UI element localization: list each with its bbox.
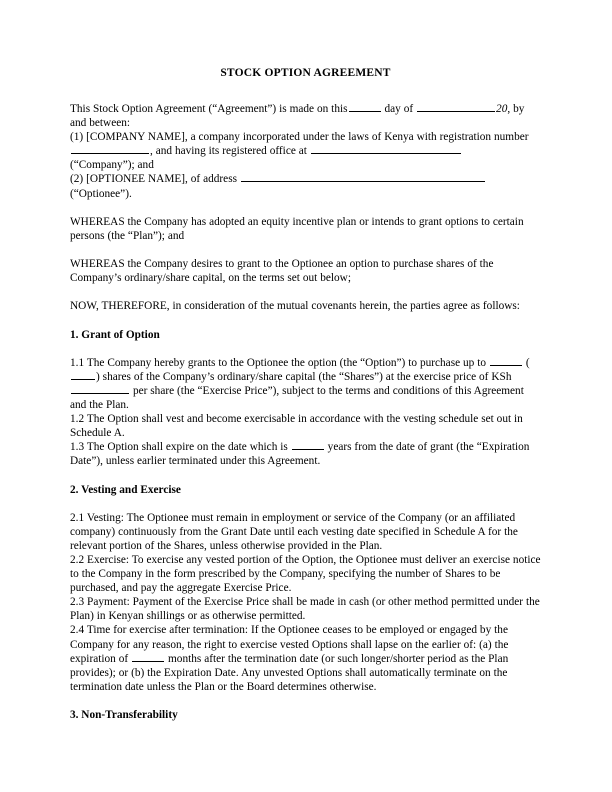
registration-number-blank[interactable] [71,144,149,154]
preamble-text-close: , by and between: [70,103,525,130]
clause-2-2: 2.2 Exercise: To exercise any vested portion of the Option, the Optionee must deliver an exercise notice to the Company in the form prescribed by the Company, specifying the number of Shares to be purchased, and pay the aggregate Exercise Price. [70,554,541,595]
clause-2-3: 2.3 Payment: Payment of the Exercise Price shall be made in cash (or other method permitted under the Plan) in Kenyan shillings or as otherwise permitted. [70,596,540,623]
share-count-words-blank[interactable] [71,370,95,380]
date-month-blank[interactable] [417,102,495,112]
date-day-blank[interactable] [349,102,381,112]
clause-2-4 [70,623,541,693]
recital-one: WHEREAS the Company has adopted an equity incentive plan or intends to grant options to certain persons (the “Plan”); and [70,215,524,242]
registered-office-blank[interactable] [311,144,461,154]
section-heading-grant-of-option: 1. Grant of Option [70,328,160,341]
clause-1-2: 1.2 The Option shall vest and become exercisable in accordance with the vesting schedule set out in Schedule A. [70,413,523,440]
clause-1-1 [70,356,541,412]
party-one-paragraph [70,130,541,158]
recital-three: NOW, THEREFORE, in consideration of the mutual covenants herein, the parties agree as follows: [70,300,520,313]
preamble-text-day: day of [384,103,414,115]
party-two-paragraph [70,172,541,200]
spacer [70,694,541,708]
section-heading-non-transferability: 3. Non-Transferability [70,709,178,722]
page-title: STOCK OPTION AGREEMENT [220,67,391,79]
clause-1-1-paren-open: ( [525,356,530,369]
clause-1-3-text-b: years from the date of grant (the “Expiration Date”), unless earlier terminated under this Agreement. [70,441,530,468]
clause-2-1: 2.1 Vesting: The Optionee must remain in employment or service of the Company (or an affiliated company) continuously from the Grant Date until each vesting date specified in Schedule A for the relevant portion of the Shares, unless otherwise provided in the Plan. [70,511,518,552]
clause-2-4-text-a: 2.4 Time for exercise after termination: If the Optionee ceases to be employed or engaged by the Company for any reason, the right to exercise vested Options shall lapse on the earlier of: (a) the expiration of [70,624,509,665]
share-count-blank[interactable] [490,356,522,366]
exercise-price-blank[interactable] [71,384,129,394]
post-termination-months-blank[interactable] [132,652,164,662]
spacer [70,342,541,356]
preamble-text-intro: This Stock Option Agreement (“Agreement”) is made on this [70,103,348,115]
spacer [70,243,541,257]
spacer [70,285,541,299]
preamble-paragraph [70,102,541,130]
recital-two: WHEREAS the Company desires to grant to the Optionee an option to purchase shares of the Company’s ordinary/share capital, on the terms set out below; [70,258,494,285]
spacer [70,313,541,327]
clause-1-1-text-a: 1.1 The Company hereby grants to the Optionee the option (the “Option”) to purchase up to [70,356,487,369]
party-two-text-b: (“Optionee”). [70,187,132,200]
party-one-text-a: (1) [COMPANY NAME], a company incorporated under the laws of Kenya with registration number [70,131,529,144]
clause-1-3-text-a: 1.3 The Option shall expire on the date which is [70,441,288,454]
spacer [70,201,541,215]
party-two-text-a: (2) [OPTIONEE NAME], of address [70,173,237,186]
clause-2-4-text-b: months after the termination date (or such longer/shorter period as the Plan provides); or (b) the Expiration Date. Any unvested Options shall automatically terminate on the termination date unless the Plan or the Board determines otherwise. [70,652,509,693]
optionee-address-blank[interactable] [241,172,485,182]
section-heading-vesting-and-exercise: 2. Vesting and Exercise [70,483,181,496]
clause-1-1-text-c: ) shares of the Company’s ordinary/share capital (the “Shares”) at the exercise price of KSh [96,370,512,383]
party-one-text-b: , and having its registered office at [150,145,307,158]
party-one-closing: (“Company”); and [70,159,154,172]
clause-1-3 [70,440,541,468]
spacer [70,468,541,482]
spacer [70,497,541,511]
clause-1-1-text-d: per share (the “Exercise Price”), subject to the terms and conditions of this Agreement and the Plan. [70,384,524,411]
date-year-prefix: 20 [496,103,508,115]
expiry-years-blank[interactable] [292,440,324,450]
